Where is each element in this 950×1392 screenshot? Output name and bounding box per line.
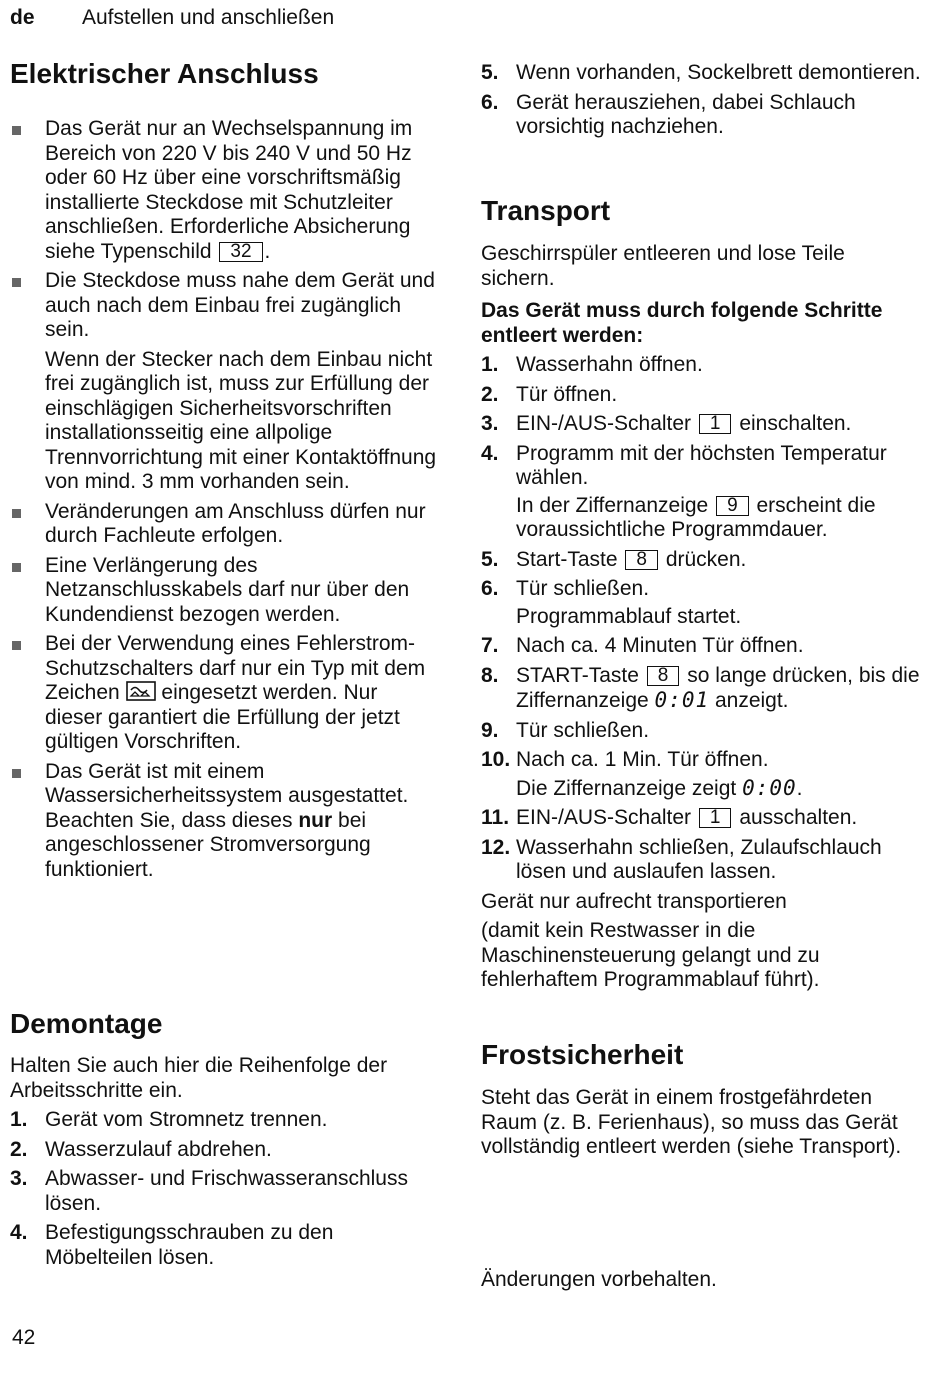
list-item: 3. EIN-/AUS-Schalter 1 einschalten.	[481, 412, 852, 435]
list-item: 9. Tür schließen.	[481, 718, 650, 742]
transport-section	[481, 242, 921, 998]
demontage-intro: Halten Sie auch hier die Reihenfolge der Arbeitsschritte ein.	[10, 1054, 388, 1102]
digital-display-readout: 0:01	[654, 688, 710, 712]
digital-display-readout: 0:00	[742, 775, 797, 800]
bullet-icon	[12, 563, 21, 572]
transport-note: Gerät nur aufrecht transportieren	[481, 889, 787, 913]
list-item: Veränderungen am Anschluss dürfen nur durch Fachleute erfolgen.	[10, 500, 440, 549]
list-item: 8. START-Taste 8 so lange drücken, bis die Ziffernanzeige 0:01 anzeigt.	[481, 663, 920, 712]
list-item: 11. EIN-/AUS-Schalter 1 ausschalten.	[481, 806, 858, 829]
list-item: 1. Gerät vom Stromnetz trennen.	[10, 1108, 328, 1131]
list-item: 3. Abwasser- und Frischwasseranschluss lösen.	[10, 1167, 408, 1215]
list-item: 4. Programm mit der höchsten Temperatur wählen. In der Ziffernanzeige 9 erscheint die voraussichtliche Programmdauer.	[481, 441, 887, 541]
list-item: 2. Tür öffnen.	[481, 382, 618, 406]
list-item: Eine Verlängerung des Netzanschlusskabels darf nur über den Kundendienst bezogen werden.	[10, 554, 440, 628]
reference-number: 32	[219, 242, 262, 262]
bullet-icon	[12, 278, 21, 287]
electrical-bullet-list	[10, 117, 440, 887]
list-item: 1. Wasserhahn öffnen.	[481, 353, 703, 376]
reference-number: 9	[716, 496, 749, 516]
page-number: 42	[12, 1326, 36, 1349]
demontage-continued	[481, 61, 921, 145]
footer-note: Änderungen vorbehalten.	[481, 1268, 717, 1291]
list-item: 4. Befestigungsschrauben zu den Möbelteilen lösen.	[10, 1221, 334, 1269]
list-item: 2. Wasserzulauf abdrehen.	[10, 1137, 272, 1161]
list-item: Das Gerät ist mit einem Wassersicherheitssystem ausgestattet. Beachten Sie, dass dieses nur bei angeschlossener Stromversorgung funktioniert.	[10, 760, 440, 883]
list-item: Das Gerät nur an Wechselspannung im Bereich von 220 V bis 240 V und 50 Hz oder 60 Hz über eine vorschriftsmäßig installierte Steckdose mit Schutzleiter anschließen. Erforderliche Absicherung siehe Typenschild 32 .	[10, 117, 440, 264]
bullet-icon	[12, 641, 21, 650]
list-item: Bei der Verwendung eines Fehlerstrom-Schutzschalters darf nur ein Typ mit dem Zeichen eingesetzt werden. Nur dieser garantiert die Erfüllung der jetzt gültigen Vorschriften.	[10, 632, 440, 755]
heading-frostsicherheit: Frostsicherheit	[481, 1039, 684, 1070]
transport-lead: Das Gerät muss durch folgende Schritte entleert werden:	[481, 299, 883, 347]
list-item: 7. Nach ca. 4 Minuten Tür öffnen.	[481, 634, 804, 657]
frost-text: Steht das Gerät in einem frostgefährdeten Raum (z. B. Ferienhaus), so muss das Gerät vollständig entleert werden (siehe Transport).	[481, 1086, 902, 1158]
reference-number: 1	[699, 808, 732, 828]
rcd-symbol-icon	[126, 681, 156, 701]
list-item: 5. Start-Taste 8 drücken.	[481, 547, 747, 571]
bullet-icon	[12, 126, 21, 135]
language-code: de	[10, 6, 35, 29]
list-item: Die Steckdose muss nahe dem Gerät und auch nach dem Einbau frei zugänglich sein.	[10, 269, 440, 343]
bullet-icon	[12, 509, 21, 518]
demontage-section	[10, 1054, 440, 1275]
list-item: 12. Wasserhahn schließen, Zulaufschlauch lösen und auslaufen lassen.	[481, 835, 882, 883]
section-title: Aufstellen und anschließen	[82, 6, 335, 29]
page-header	[10, 6, 334, 31]
heading-transport: Transport	[481, 195, 611, 226]
frost-section	[481, 1086, 921, 1165]
reference-number: 1	[699, 414, 732, 434]
list-item: 10. Nach ca. 1 Min. Tür öffnen. Die Ziffernanzeige zeigt 0:00.	[481, 748, 803, 800]
reference-number: 8	[647, 666, 680, 686]
list-item: 6. Tür schließen. Programmablauf startet.	[481, 577, 742, 628]
transport-note-detail: (damit kein Restwasser in die Maschinensteuerung gelangt und zu fehlerhaftem Programmablauf führt).	[481, 919, 820, 991]
reference-number: 8	[625, 550, 658, 570]
bullet-icon	[12, 769, 21, 778]
heading-demontage: Demontage	[10, 1008, 163, 1039]
list-item-note: Wenn der Stecker nach dem Einbau nicht frei zugänglich ist, muss zur Erfüllung der einschlägigen Sicherheitsvorschriften installationsseitig eine allpolige Trennvorrichtung mit einer Kontaktöffnung von mind. 3 mm vorhanden sein.	[45, 347, 437, 493]
transport-intro: Geschirrspüler entleeren und lose Teile sichern.	[481, 242, 845, 290]
list-item: 5. Wenn vorhanden, Sockelbrett demontieren.	[481, 61, 921, 84]
list-item: 6. Gerät herausziehen, dabei Schlauch vorsichtig nachziehen.	[481, 90, 856, 138]
heading-elektrischer-anschluss: Elektrischer Anschluss	[10, 58, 319, 89]
